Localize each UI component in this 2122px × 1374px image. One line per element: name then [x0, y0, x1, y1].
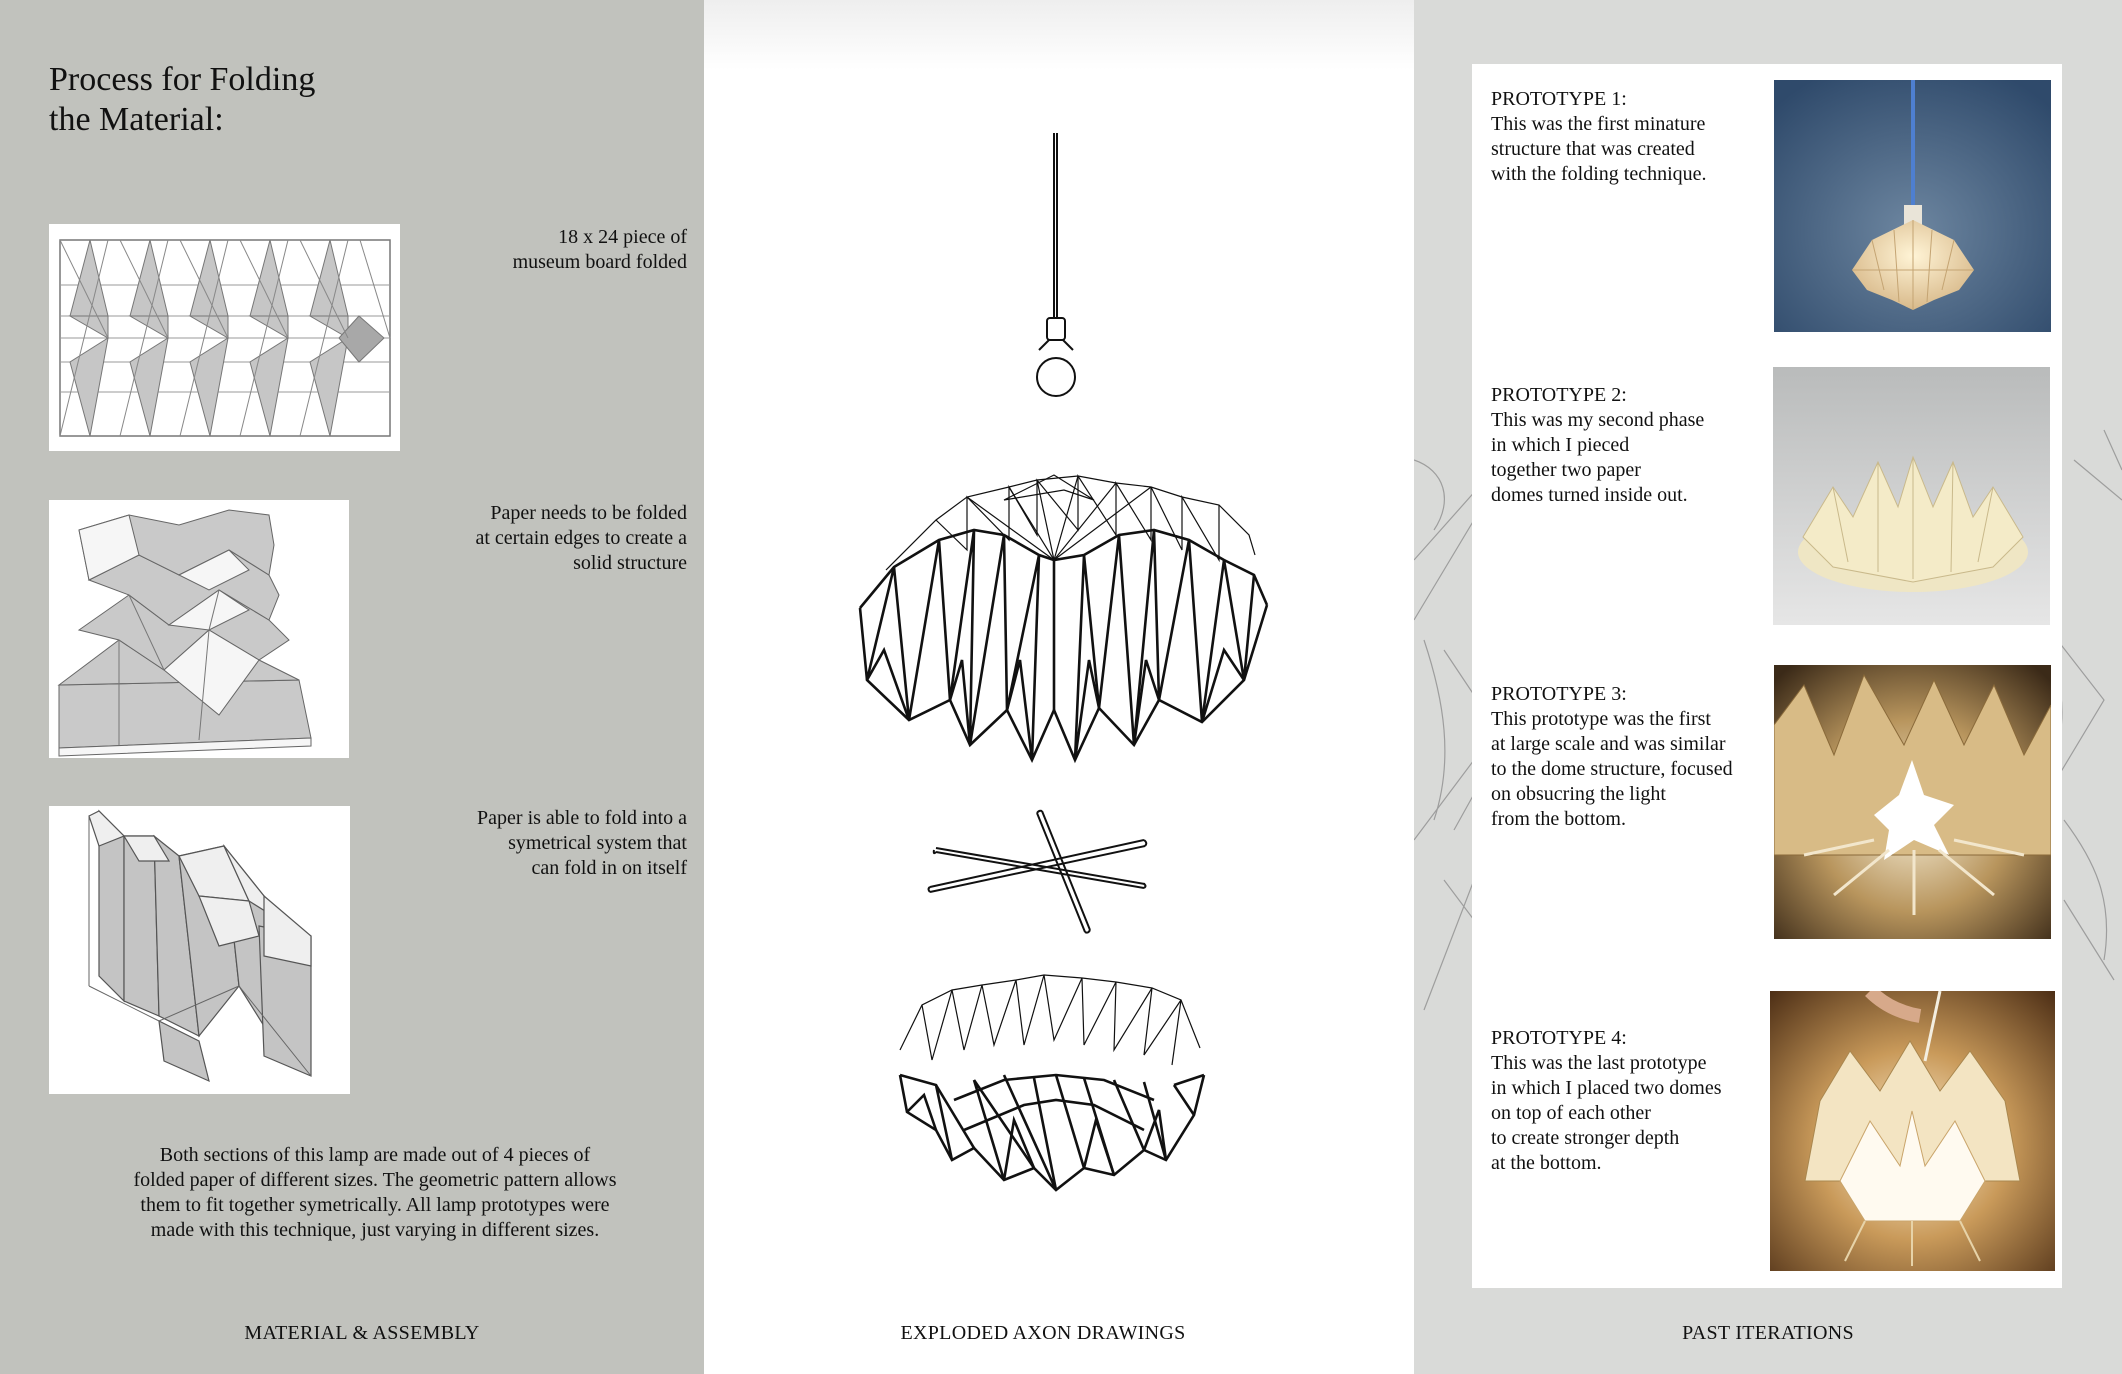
summary-line-3: them to fit together symetrically. All lamp prototypes were — [140, 1194, 610, 1216]
prototype-4-line-3: on top of each other — [1491, 1102, 1651, 1124]
prototype-2-photo — [1773, 367, 2050, 625]
exploded-axon-footer: EXPLODED AXON DRAWINGS — [900, 1322, 1186, 1344]
summary-paragraph — [110, 1143, 640, 1243]
summary-line-1: Both sections of this lamp are made out of 4 pieces of — [159, 1144, 591, 1166]
prototype-2-line-4: domes turned inside out. — [1491, 484, 1688, 506]
prototype-4-line-5: at the bottom. — [1491, 1152, 1602, 1174]
past-iterations-footer: PAST ITERATIONS — [1682, 1322, 1854, 1344]
support-rods — [929, 811, 1147, 933]
prototype-4-line-4: to create stronger depth — [1491, 1127, 1680, 1149]
hanging-bulb — [1037, 133, 1075, 396]
exploded-axon-panel — [704, 0, 1414, 1374]
prototype-1-line-1: This was the first minature — [1491, 113, 1706, 135]
prototype-2-text — [1491, 383, 1704, 508]
prototype-2-line-1: This was my second phase — [1491, 409, 1705, 431]
upper-dome-drawing — [860, 475, 1267, 760]
prototype-2-line-3: together two paper — [1491, 459, 1641, 481]
prototype-1-title: PROTOTYPE 1: — [1491, 88, 1627, 110]
step-3-caption-line-1: Paper is able to fold into a — [477, 807, 687, 829]
prototype-4-line-2: in which I placed two domes — [1491, 1077, 1722, 1099]
prototype-3-line-5: from the bottom. — [1491, 808, 1626, 830]
step-1-caption — [387, 225, 687, 275]
step-3-caption-line-2: symetrical system that — [508, 832, 687, 854]
prototype-1-line-3: with the folding technique. — [1491, 163, 1707, 185]
step-2-caption-line-1: Paper needs to be folded — [490, 502, 687, 524]
prototype-4-photo — [1770, 991, 2055, 1271]
prototype-4-text — [1491, 1026, 1722, 1176]
lower-dome-drawing — [900, 975, 1204, 1190]
prototype-4-line-1: This was the last prototype — [1491, 1052, 1707, 1074]
prototype-3-text — [1491, 682, 1733, 832]
summary-line-2: folded paper of different sizes. The geometric pattern allows — [133, 1169, 617, 1191]
page-title — [49, 60, 315, 140]
prototype-4-title: PROTOTYPE 4: — [1491, 1027, 1627, 1049]
step-2-caption — [367, 501, 687, 576]
prototype-1-text — [1491, 87, 1707, 187]
prototype-2-line-2: in which I pieced — [1491, 434, 1630, 456]
prototype-2-title: PROTOTYPE 2: — [1491, 384, 1627, 406]
prototype-3-line-4: on obsucring the light — [1491, 783, 1666, 805]
step-1-caption-line-1: 18 x 24 piece of — [558, 226, 687, 248]
page-title-line-1: Process for Folding — [49, 61, 316, 98]
prototype-3-title: PROTOTYPE 3: — [1491, 683, 1627, 705]
prototype-3-line-1: This prototype was the first — [1491, 708, 1711, 730]
material-assembly-footer: MATERIAL & ASSEMBLY — [244, 1322, 480, 1344]
step-1-caption-line-2: museum board folded — [512, 251, 687, 273]
page-title-line-2: the Material: — [49, 101, 224, 138]
full-fold-diagram — [49, 806, 350, 1094]
prototype-3-line-2: at large scale and was similar — [1491, 733, 1726, 755]
partial-fold-diagram — [49, 500, 349, 758]
exploded-axon-drawing — [704, 0, 1414, 1300]
summary-line-4: made with this technique, just varying in different sizes. — [150, 1219, 600, 1241]
step-3-caption-line-3: can fold in on itself — [531, 857, 687, 879]
step-2-caption-line-3: solid structure — [573, 552, 687, 574]
prototype-3-photo — [1774, 665, 2051, 939]
step-3-caption — [367, 806, 687, 881]
crease-pattern-diagram — [49, 224, 400, 451]
material-assembly-panel — [0, 0, 704, 1374]
prototype-3-line-3: to the dome structure, focused — [1491, 758, 1733, 780]
prototype-1-photo — [1774, 80, 2051, 332]
step-2-caption-line-2: at certain edges to create a — [475, 527, 687, 549]
prototype-1-line-2: structure that was created — [1491, 138, 1695, 160]
